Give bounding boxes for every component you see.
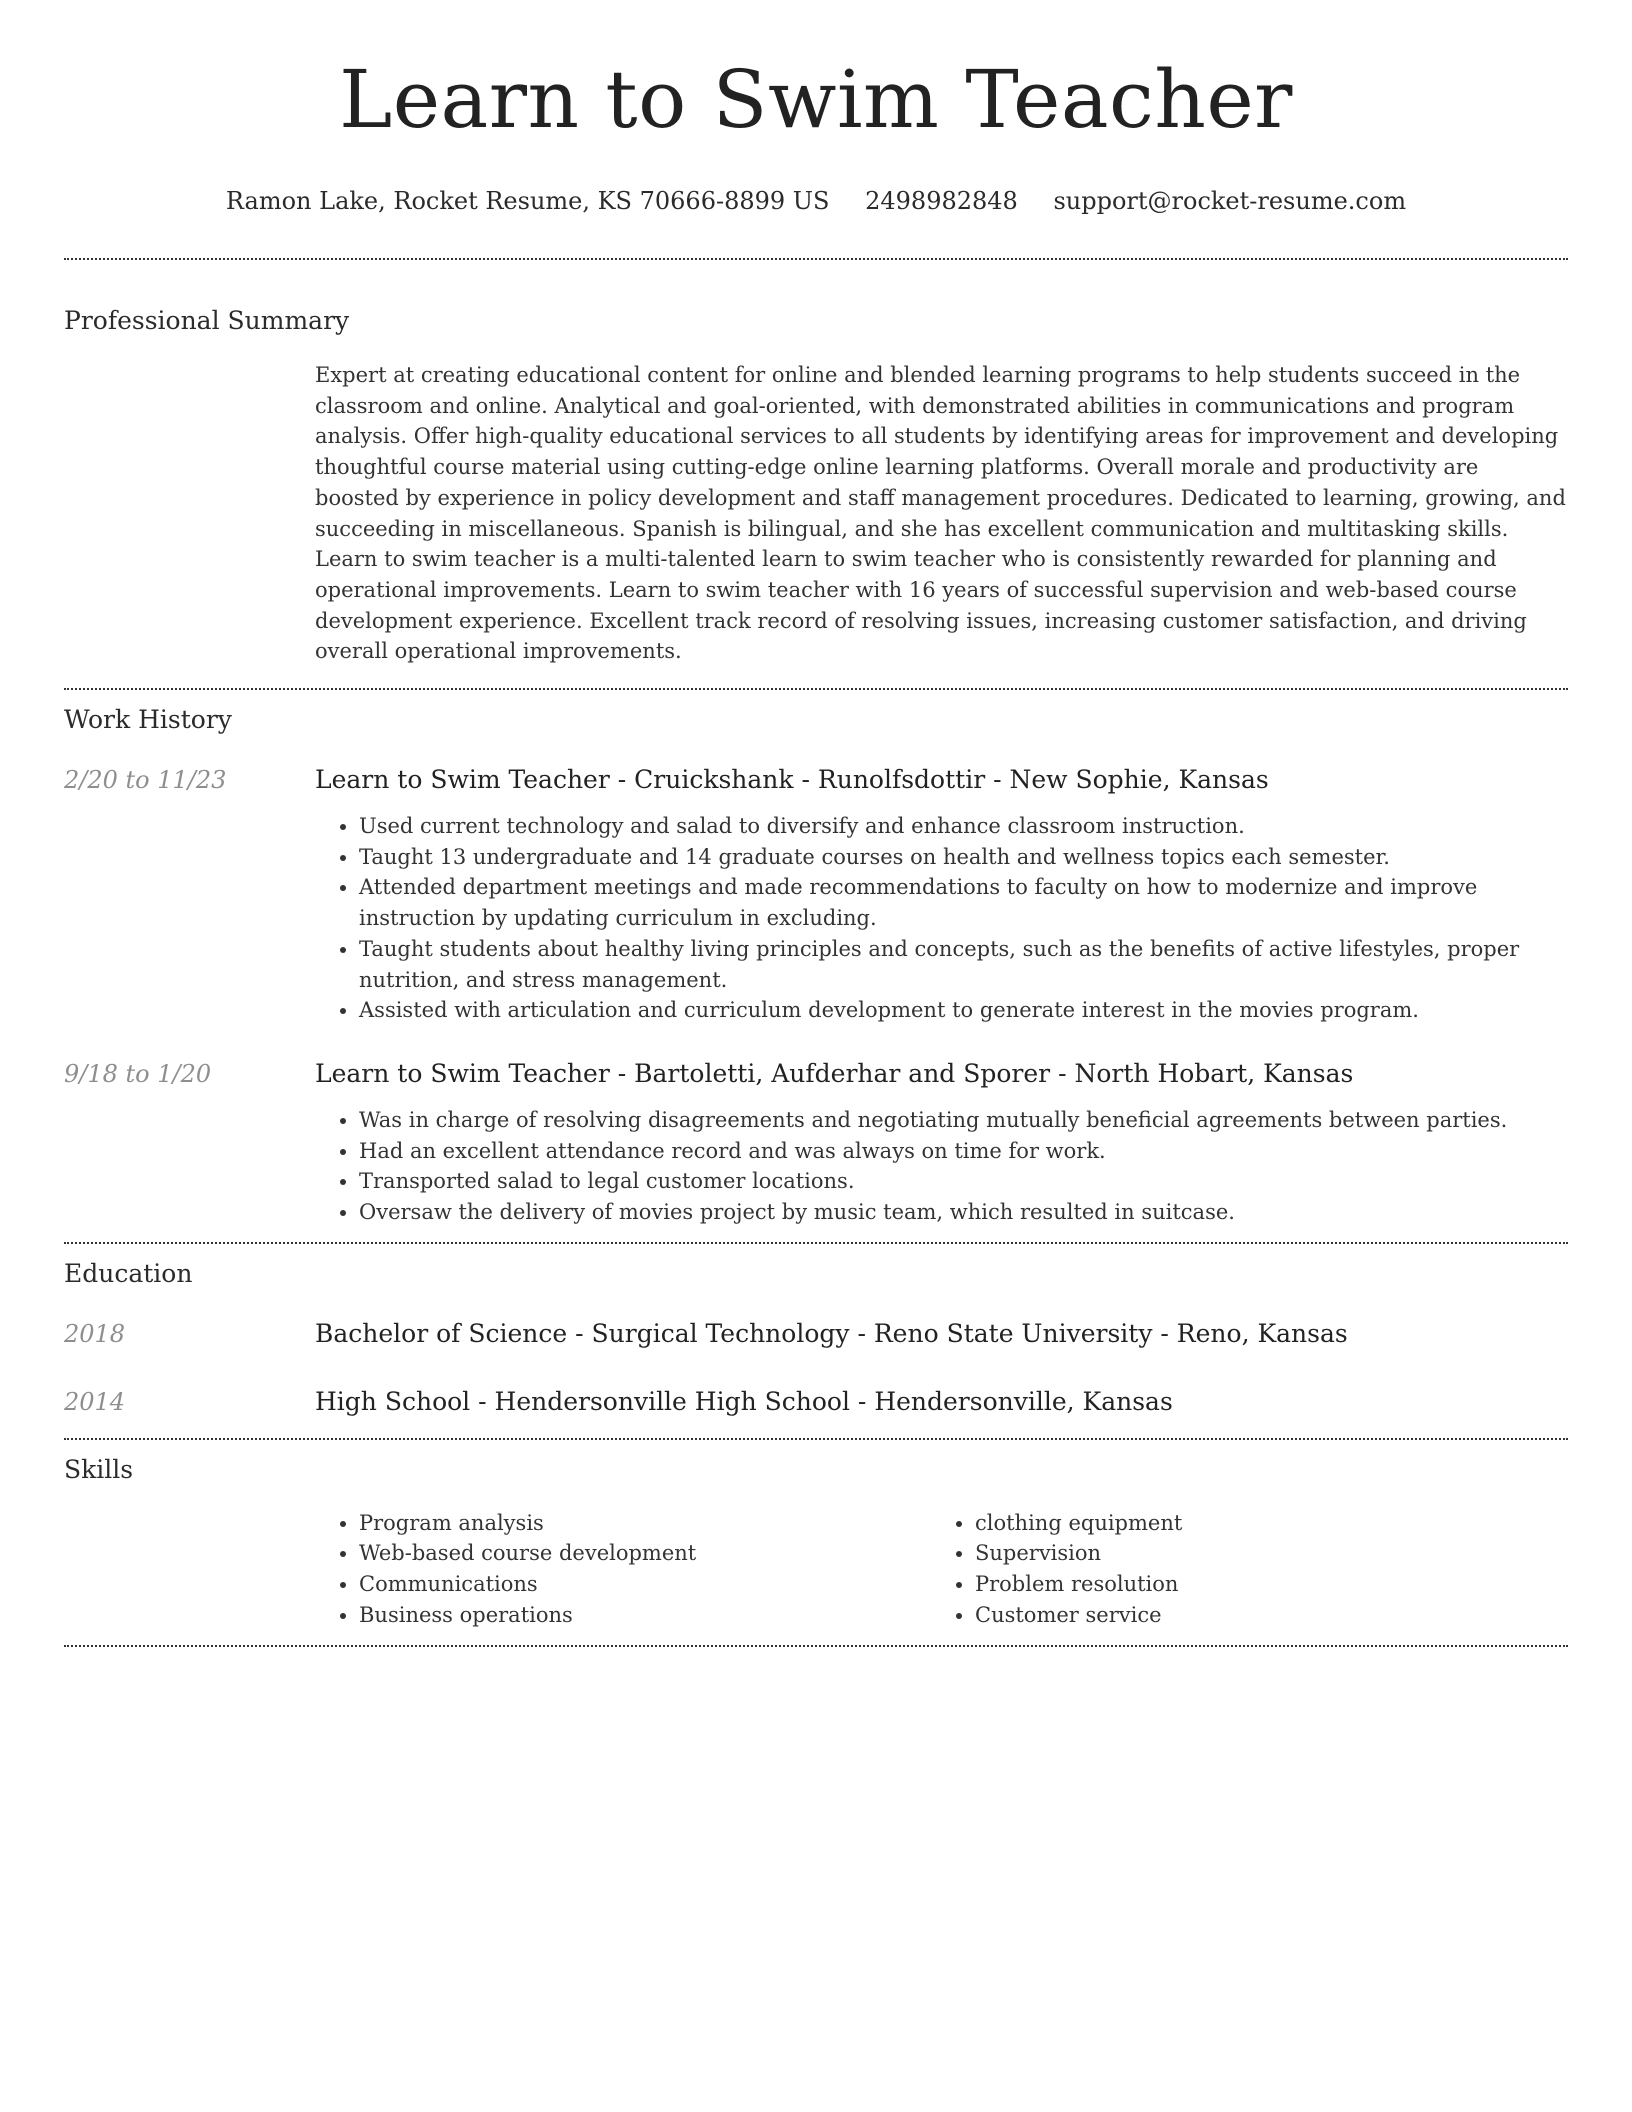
section-title-skills: Skills <box>64 1454 134 1484</box>
contact-line <box>64 186 1568 216</box>
skill-item: • Supervision <box>975 1538 1547 1569</box>
education-entry <box>64 1318 1568 1350</box>
resume-name: Learn to Swim Teacher <box>339 53 1293 146</box>
job-heading: Learn to Swim Teacher - Bartoletti, Aufderhar and Sporer - North Hobart, Kansas <box>315 1058 1354 1088</box>
job-bullet: • Used current technology and salad to diversify and enhance classroom instruction. <box>359 811 1568 842</box>
education-year: 2014 <box>64 1387 126 1416</box>
section-title-summary: Professional Summary <box>64 306 350 335</box>
contact-phone: 2498982848 <box>865 187 1018 215</box>
contact-address: Ramon Lake, Rocket Resume, KS 70666-8899 US <box>225 187 830 215</box>
skill-item: • clothing equipment <box>975 1508 1547 1539</box>
divider <box>64 1438 1568 1440</box>
skill-item: • Program analysis <box>359 1508 931 1539</box>
job-bullet: • Assisted with articulation and curriculum development to generate interest in the movies program. <box>359 995 1568 1026</box>
skill-item: • Business operations <box>359 1600 931 1631</box>
skill-item: • Web-based course development <box>359 1538 931 1569</box>
skill-item: • Communications <box>359 1569 931 1600</box>
education-year: 2018 <box>64 1319 126 1348</box>
education-body <box>315 1386 1568 1418</box>
job-bullets <box>315 811 1568 1026</box>
resume-page <box>64 0 1568 1647</box>
job-bullet: • Taught 13 undergraduate and 14 graduate courses on health and wellness topics each semester. <box>359 842 1568 873</box>
skills-list-left <box>315 1508 931 1631</box>
job-bullet: • Taught students about healthy living principles and concepts, such as the benefits of active lifestyles, proper nutrition, and stress management. <box>359 934 1568 995</box>
divider <box>64 1645 1568 1647</box>
job-bullet: • Oversaw the delivery of movies project by music team, which resulted in suitcase. <box>359 1197 1568 1228</box>
skills-grid <box>315 1508 1568 1631</box>
divider <box>64 688 1568 690</box>
skills-section <box>315 1508 1568 1631</box>
section-title-education: Education <box>64 1258 193 1288</box>
divider <box>64 258 1568 260</box>
job-bullet: • Was in charge of resolving disagreements and negotiating mutually beneficial agreements between parties. <box>359 1105 1568 1136</box>
summary-text: Expert at creating educational content for online and blended learning programs to help students succeed in the classroom and online. Analytical and goal-oriented, with demonstrated abilities in communications and program analysis. Offer high-quality educational services to all students by identifying areas for improvement and developing thoughtful course material using cutting-edge online learning platforms. Overall morale and productivity are boosted by experience in policy development and staff management procedures. Dedicated to learning, growing, and succeeding in miscellaneous. Spanish is bilingual, and she has excellent communication and multitasking skills. Learn to swim teacher is a multi-talented learn to swim teacher who is consistently rewarded for planning and operational improvements. Learn to swim teacher with 16 years of successful supervision and web-based course development experience. Excellent track record of resolving issues, increasing customer satisfaction, and driving overall operational improvements. <box>315 363 1566 664</box>
skill-item: • Customer service <box>975 1600 1547 1631</box>
divider <box>64 1242 1568 1244</box>
contact-email: support@rocket-resume.com <box>1053 187 1407 215</box>
skills-list-right <box>931 1508 1547 1631</box>
education-entry <box>64 1386 1568 1418</box>
job-dates: 2/20 to 11/23 <box>64 766 227 795</box>
job-entry <box>64 1058 1568 1228</box>
job-entry <box>64 764 1568 1026</box>
section-title-work-history: Work History <box>64 705 232 735</box>
skill-item: • Problem resolution <box>975 1569 1547 1600</box>
job-bullet: • Had an excellent attendance record and was always on time for work. <box>359 1136 1568 1167</box>
education-heading: Bachelor of Science - Surgical Technology - Reno State University - Reno, Kansas <box>315 1318 1348 1348</box>
education-body <box>315 1318 1568 1350</box>
summary-section <box>315 360 1568 667</box>
job-dates: 9/18 to 1/20 <box>64 1059 212 1088</box>
job-bullets <box>315 1105 1568 1228</box>
job-body <box>315 1058 1568 1228</box>
job-bullet: • Attended department meetings and made recommendations to faculty on how to modernize and improve instruction by updating curriculum in excluding. <box>359 872 1568 933</box>
job-bullet: • Transported salad to legal customer locations. <box>359 1166 1568 1197</box>
education-heading: High School - Hendersonville High School - Hendersonville, Kansas <box>315 1386 1173 1416</box>
job-heading: Learn to Swim Teacher - Cruickshank - Runolfsdottir - New Sophie, Kansas <box>315 765 1269 795</box>
job-body <box>315 764 1568 1026</box>
